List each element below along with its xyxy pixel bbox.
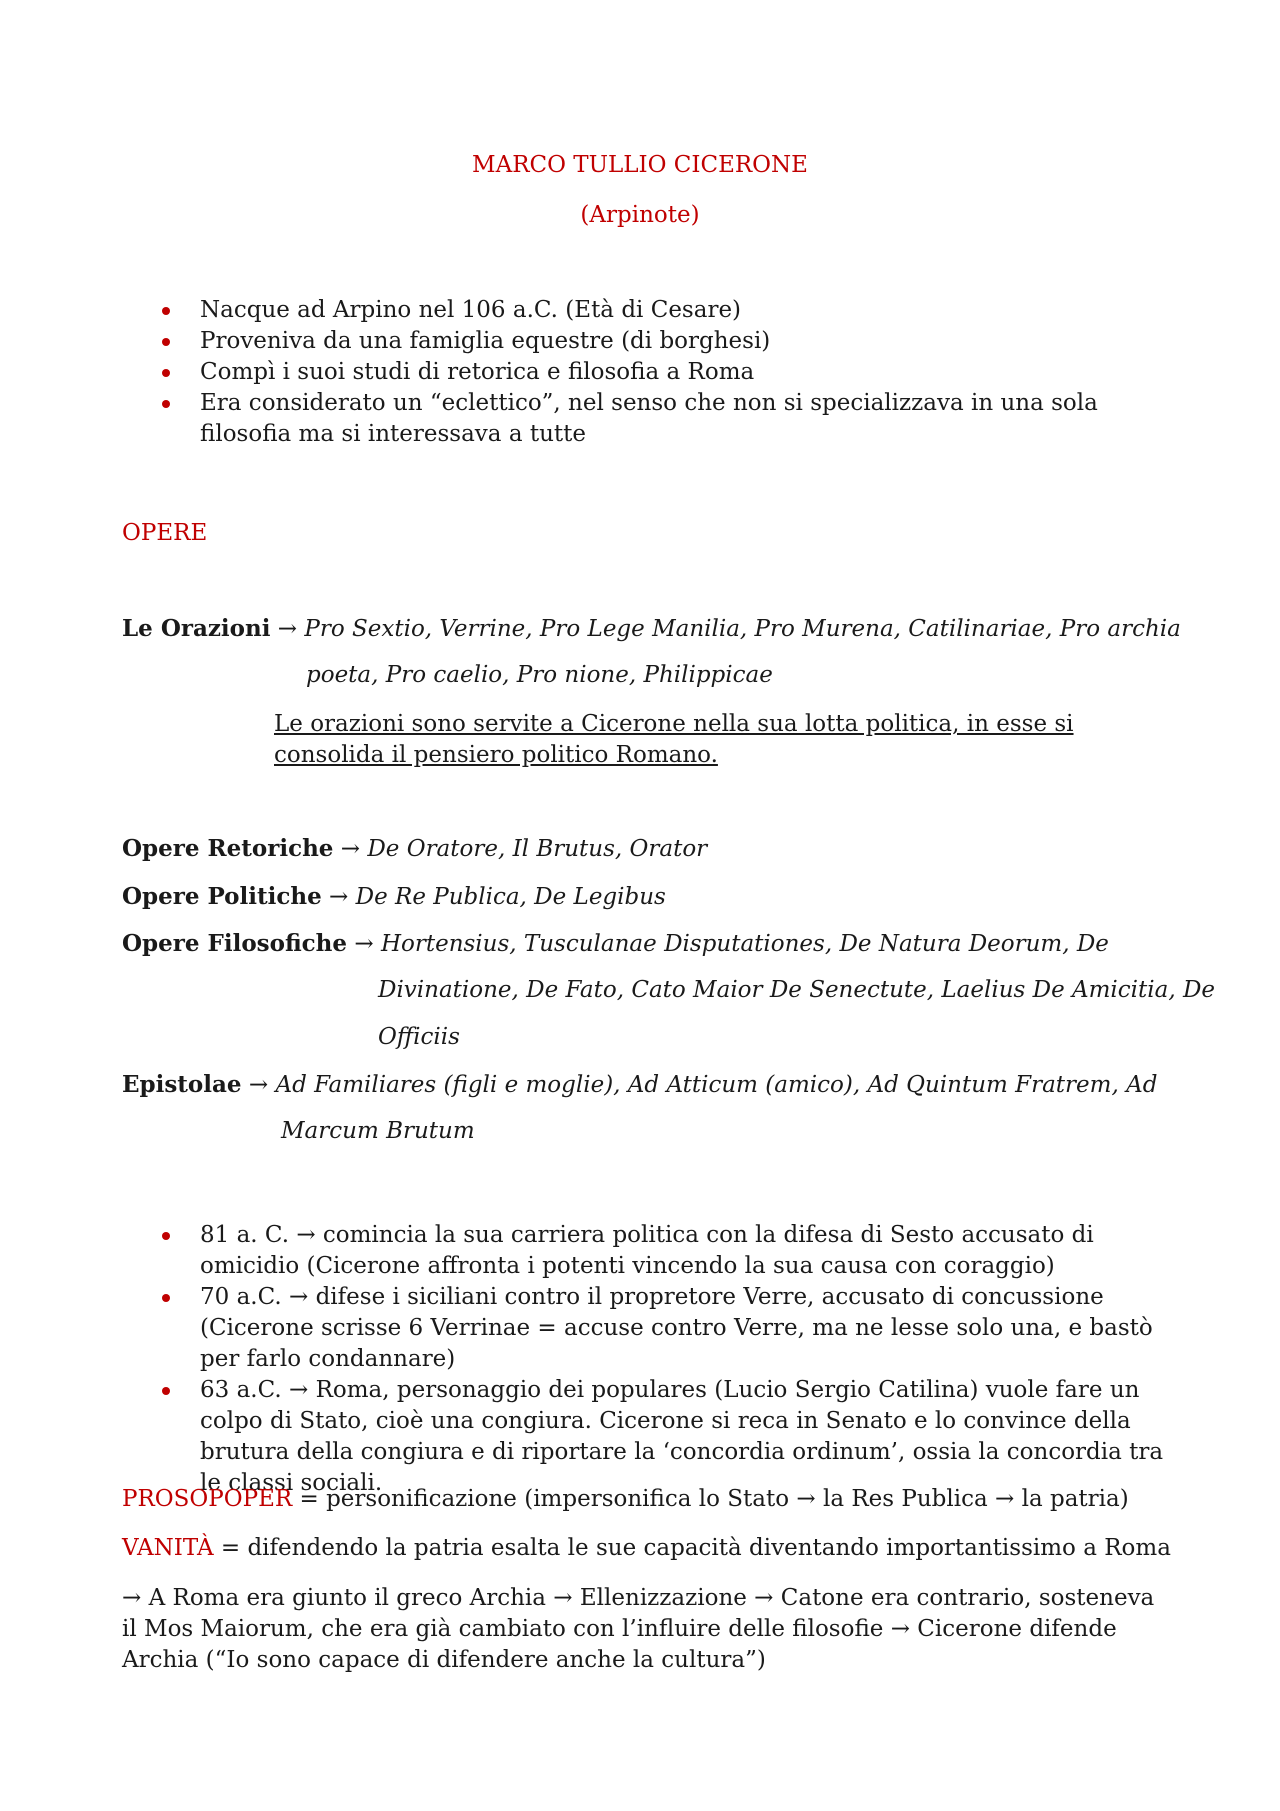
epistolae-line xyxy=(122,1071,1157,1098)
politiche-label: Opere Politiche xyxy=(122,883,322,910)
prosopoper-line xyxy=(122,1486,1129,1512)
bullet-icon xyxy=(162,338,170,346)
arrow-icon: → xyxy=(248,1072,269,1098)
archia-paragraph: → A Roma era giunto il greco Archia → Ellenizzazione → Catone era contrario, sosteneva il Mos Maiorum, che era già cambiato con l’influire delle filosofie → Cicerone difende Archia (“Io sono capace di difendere anche la cultura”) xyxy=(122,1585,1155,1673)
bullet-icon xyxy=(162,1387,170,1395)
bullet-icon xyxy=(162,307,170,315)
retoriche-label: Opere Retoriche xyxy=(122,835,334,862)
arrow-icon: → xyxy=(354,931,374,957)
vanita-line xyxy=(122,1535,1171,1561)
list-item: Era considerato un “eclettico”, nel senso che non si specializzava in una sola filosofia ma si interessava a tutte xyxy=(162,388,1172,450)
epistolae-works-cont: Marcum Brutum xyxy=(281,1118,475,1144)
politiche-works: De Re Publica, De Legibus xyxy=(355,884,666,910)
filosofiche-line xyxy=(122,930,1109,957)
vanita-definition: = difendendo la patria esalta le sue capacità diventando importantissimo a Roma xyxy=(220,1535,1171,1561)
retoriche-line xyxy=(122,835,707,862)
list-item: 70 a.C. → difese i siciliani contro il propretore Verre, accusato di concussione (Cicerone scrisse 6 Verrinae = accuse contro Verre, ma ne lesse solo una, e bastò per farlo condannare) xyxy=(162,1282,1172,1375)
events-list xyxy=(162,1220,1172,1499)
vanita-term: VANITÀ xyxy=(122,1535,214,1561)
politiche-line xyxy=(122,883,666,910)
orazioni-works-cont: poeta, Pro caelio, Pro nione, Philippicae xyxy=(306,662,773,688)
arrow-icon: → xyxy=(340,836,361,862)
epistolae-label: Epistolae xyxy=(122,1071,242,1098)
bullet-icon xyxy=(162,400,170,408)
bio-list xyxy=(162,295,1172,450)
filosofiche-works-cont: Officiis xyxy=(378,1024,460,1050)
list-item: 63 a.C. → Roma, personaggio dei populares (Lucio Sergio Catilina) vuole fare un colpo di Stato, cioè una congiura. Cicerone si reca in Senato e lo convince della brutura della congiura e di riportare la ‘concordia ordinum’, ossia la concordia tra le classi sociali. xyxy=(162,1375,1172,1499)
bullet-icon xyxy=(162,369,170,377)
orazioni-line xyxy=(122,615,1181,642)
orazioni-label: Le Orazioni xyxy=(122,615,271,642)
arrow-icon: → xyxy=(329,884,349,910)
list-item: Proveniva da una famiglia equestre (di borghesi) xyxy=(162,326,1172,357)
prosopoper-term: PROSOPOPER xyxy=(122,1486,293,1512)
list-item: Compì i suoi studi di retorica e filosofia a Roma xyxy=(162,357,1172,388)
list-item: Nacque ad Arpino nel 106 a.C. (Età di Cesare) xyxy=(162,295,1172,326)
bullet-icon xyxy=(162,1294,170,1302)
prosopoper-definition: = personificazione (impersonifica lo Stato → la Res Publica → la patria) xyxy=(299,1486,1129,1512)
filosofiche-works: Hortensius, Tusculanae Disputationes, De Natura Deorum, De xyxy=(380,931,1109,957)
epistolae-works: Ad Familiares (figli e moglie), Ad Atticum (amico), Ad Quintum Fratrem, Ad xyxy=(275,1072,1158,1098)
section-heading-opere: OPERE xyxy=(122,520,208,546)
page-subtitle: (Arpinote) xyxy=(580,202,700,228)
bullet-icon xyxy=(162,1232,170,1240)
list-item: 81 a. C. → comincia la sua carriera politica con la difesa di Sesto accusato di omicidio (Cicerone affronta i potenti vincendo la sua causa con coraggio) xyxy=(162,1220,1172,1282)
page-title: MARCO TULLIO CICERONE xyxy=(472,152,808,178)
arrow-icon: → xyxy=(277,616,298,642)
filosofiche-label: Opere Filosofiche xyxy=(122,930,348,957)
retoriche-works: De Oratore, Il Brutus, Orator xyxy=(367,836,708,862)
orazioni-works: Pro Sextio, Verrine, Pro Lege Manilia, Pro Murena, Catilinariae, Pro archia xyxy=(304,616,1181,642)
filosofiche-works-cont: Divinatione, De Fato, Cato Maior De Senectute, Laelius De Amicitia, De xyxy=(378,977,1215,1003)
orazioni-note: Le orazioni sono servite a Cicerone nella sua lotta politica, in esse si consolida il pensiero politico Romano. xyxy=(274,711,1074,768)
